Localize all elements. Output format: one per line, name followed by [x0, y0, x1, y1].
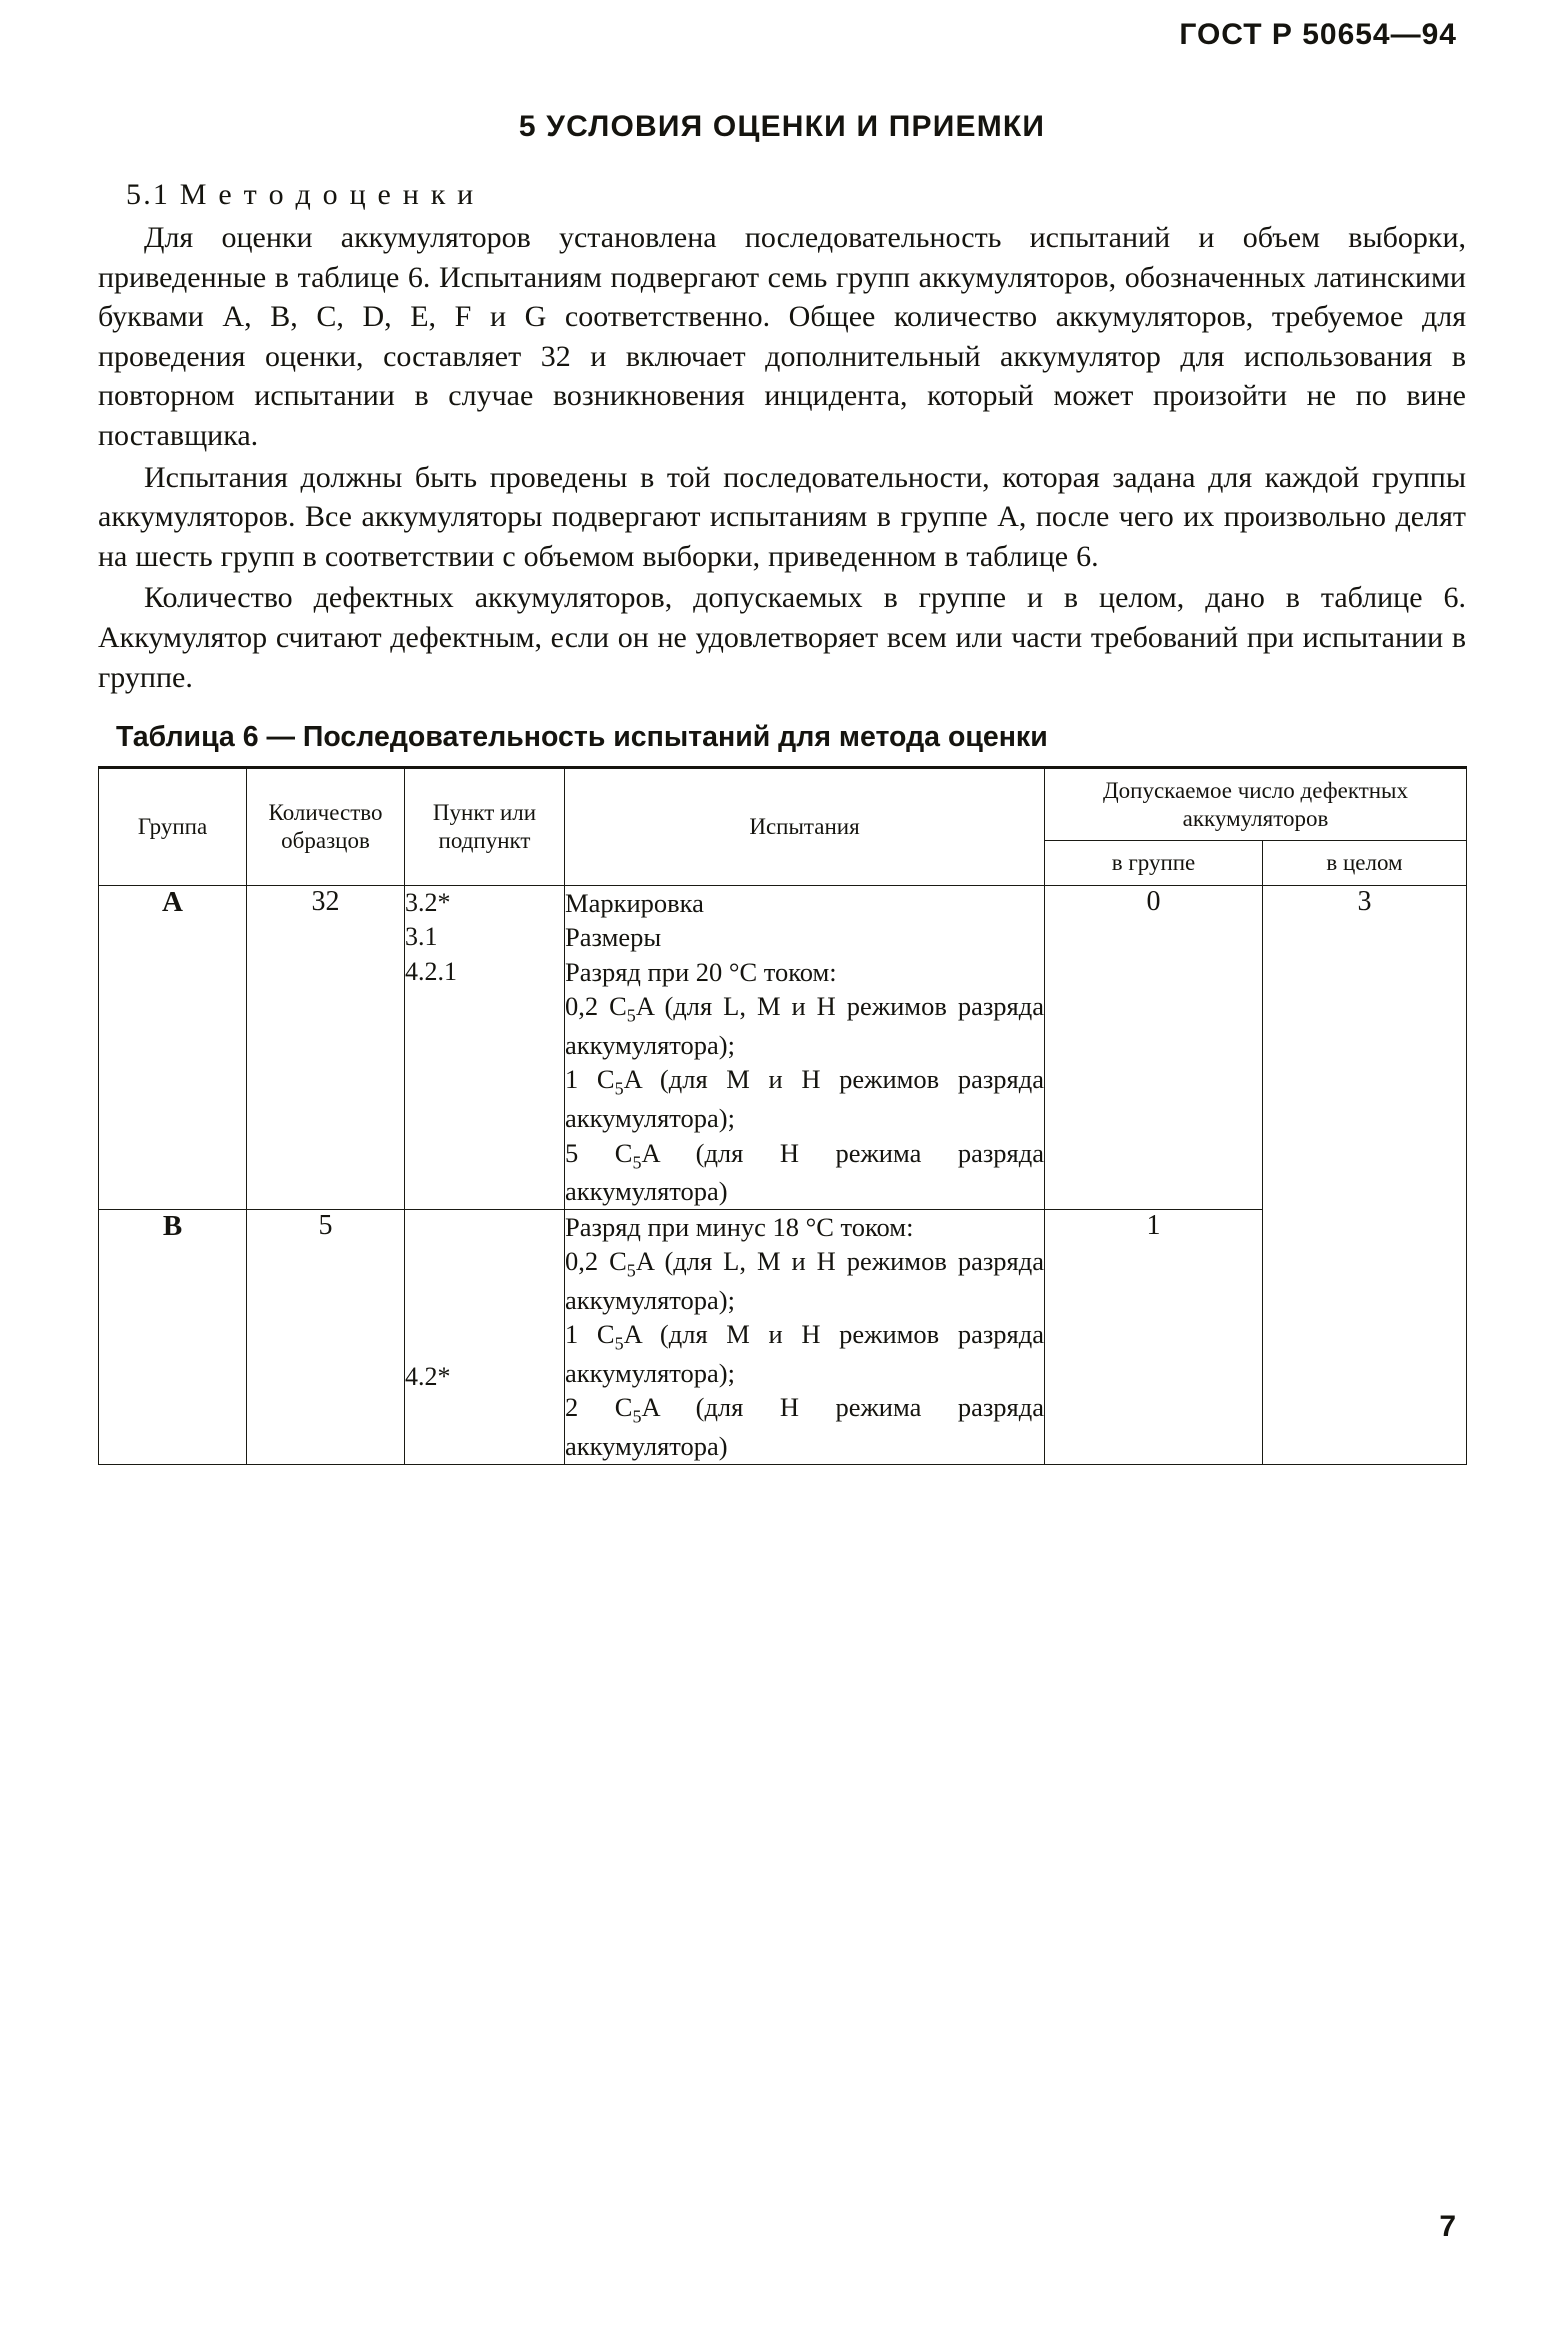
cell-tests-a: [565, 885, 1045, 1209]
test-item: Разряд при 20 °С током:: [565, 956, 837, 987]
test-item: 0,2 $C_5A$ (для L, M и H режимов разряда аккумулятора);: [565, 991, 1044, 1060]
table-row: [99, 1209, 1467, 1464]
cell-defects-in-total: 3: [1263, 885, 1467, 1464]
section-title: 5 УСЛОВИЯ ОЦЕНКИ И ПРИЕМКИ: [518, 110, 1046, 143]
col-header-group: Группа: [99, 768, 247, 886]
test-item: Разряд при минус 18 °С током:: [565, 1211, 914, 1242]
col-header-defects: Допускаемое число дефектных аккумуляторов: [1045, 768, 1467, 841]
cell-group-b: B: [99, 1209, 247, 1464]
test-item: 2 $C_5A$ (для H режима разряда аккумулятора): [565, 1392, 1044, 1462]
cell-defects-in-group-a: 0: [1045, 885, 1263, 1209]
page-number: 7: [1439, 2210, 1456, 2243]
page-content: [98, 110, 1466, 1465]
subsection-heading: 5.1 М е т о д о ц е н к и: [126, 178, 476, 211]
col-header-samples: Количество образцов: [247, 768, 405, 886]
cell-clauses-a: [405, 885, 565, 1209]
clause-item: 4.2*: [405, 1361, 451, 1391]
cell-tests-b: [565, 1209, 1045, 1464]
test-item: Маркировка: [565, 887, 704, 918]
test-item: Размеры: [565, 922, 662, 953]
table-6: [98, 766, 1467, 1464]
page-header-standard: ГОСТ Р 50654—94: [1179, 18, 1457, 51]
col-header-in-group: в группе: [1045, 841, 1263, 886]
col-header-tests: Испытания: [565, 768, 1045, 886]
clause-item: 3.2*: [405, 887, 451, 917]
clause-item: 4.2.1: [405, 956, 457, 986]
test-item: 0,2 $C_5A$ (для L, M и H режимов разряда аккумулятора);: [565, 1246, 1044, 1315]
table-row: [99, 885, 1467, 1209]
table-body: [99, 885, 1467, 1464]
test-item: 1 $C_5A$ (для M и H режимов разряда аккумулятора);: [565, 1064, 1044, 1134]
cell-samples-a: 32: [247, 885, 405, 1209]
cell-clauses-b: [405, 1209, 565, 1464]
table-header: [99, 768, 1467, 886]
paragraph-3: Количество дефектных аккумуляторов, допускаемых в группе и в целом, дано в таблице 6. Аккумулятор считают дефектным, если он не удовлетворяет всем или части требований при испытании в группе.: [98, 581, 1466, 694]
col-header-clause: Пункт или подпункт: [405, 768, 565, 886]
cell-defects-in-group-b: 1: [1045, 1209, 1263, 1464]
cell-samples-b: 5: [247, 1209, 405, 1464]
col-header-in-total: в целом: [1263, 841, 1467, 886]
paragraph-1: Для оценки аккумуляторов установлена последовательность испытаний и объем выборки, приведенные в таблице 6. Испытаниям подвергают семь групп аккумуляторов, обозначенных латинскими буквами А, В, С, D, Е, F и G соответственно. Общее количество аккумуляторов, требуемое для проведения оценки, составляет 32 и включает дополнительный аккумулятор для использования в повторном испытании в случае возникновения инцидента, который может произойти не по вине поставщика.: [98, 221, 1466, 452]
cell-group-a: А: [99, 885, 247, 1209]
clause-item: 3.1: [405, 922, 438, 952]
table-caption: Таблица 6 — Последовательность испытаний для метода оценки: [116, 721, 1048, 754]
test-item: 5 $C_5A$ (для H режима разряда аккумулятора): [565, 1137, 1044, 1207]
test-item: 1 $C_5A$ (для M и H режимов разряда аккумулятора);: [565, 1319, 1044, 1388]
paragraph-2: Испытания должны быть проведены в той последовательности, которая задана для каждой группы аккумуляторов. Все аккумуляторы подвергают испытаниям в группе А, после чего их произвольно делят на шесть групп в соответствии с объемом выборки, приведенном в таблице 6.: [98, 460, 1466, 573]
